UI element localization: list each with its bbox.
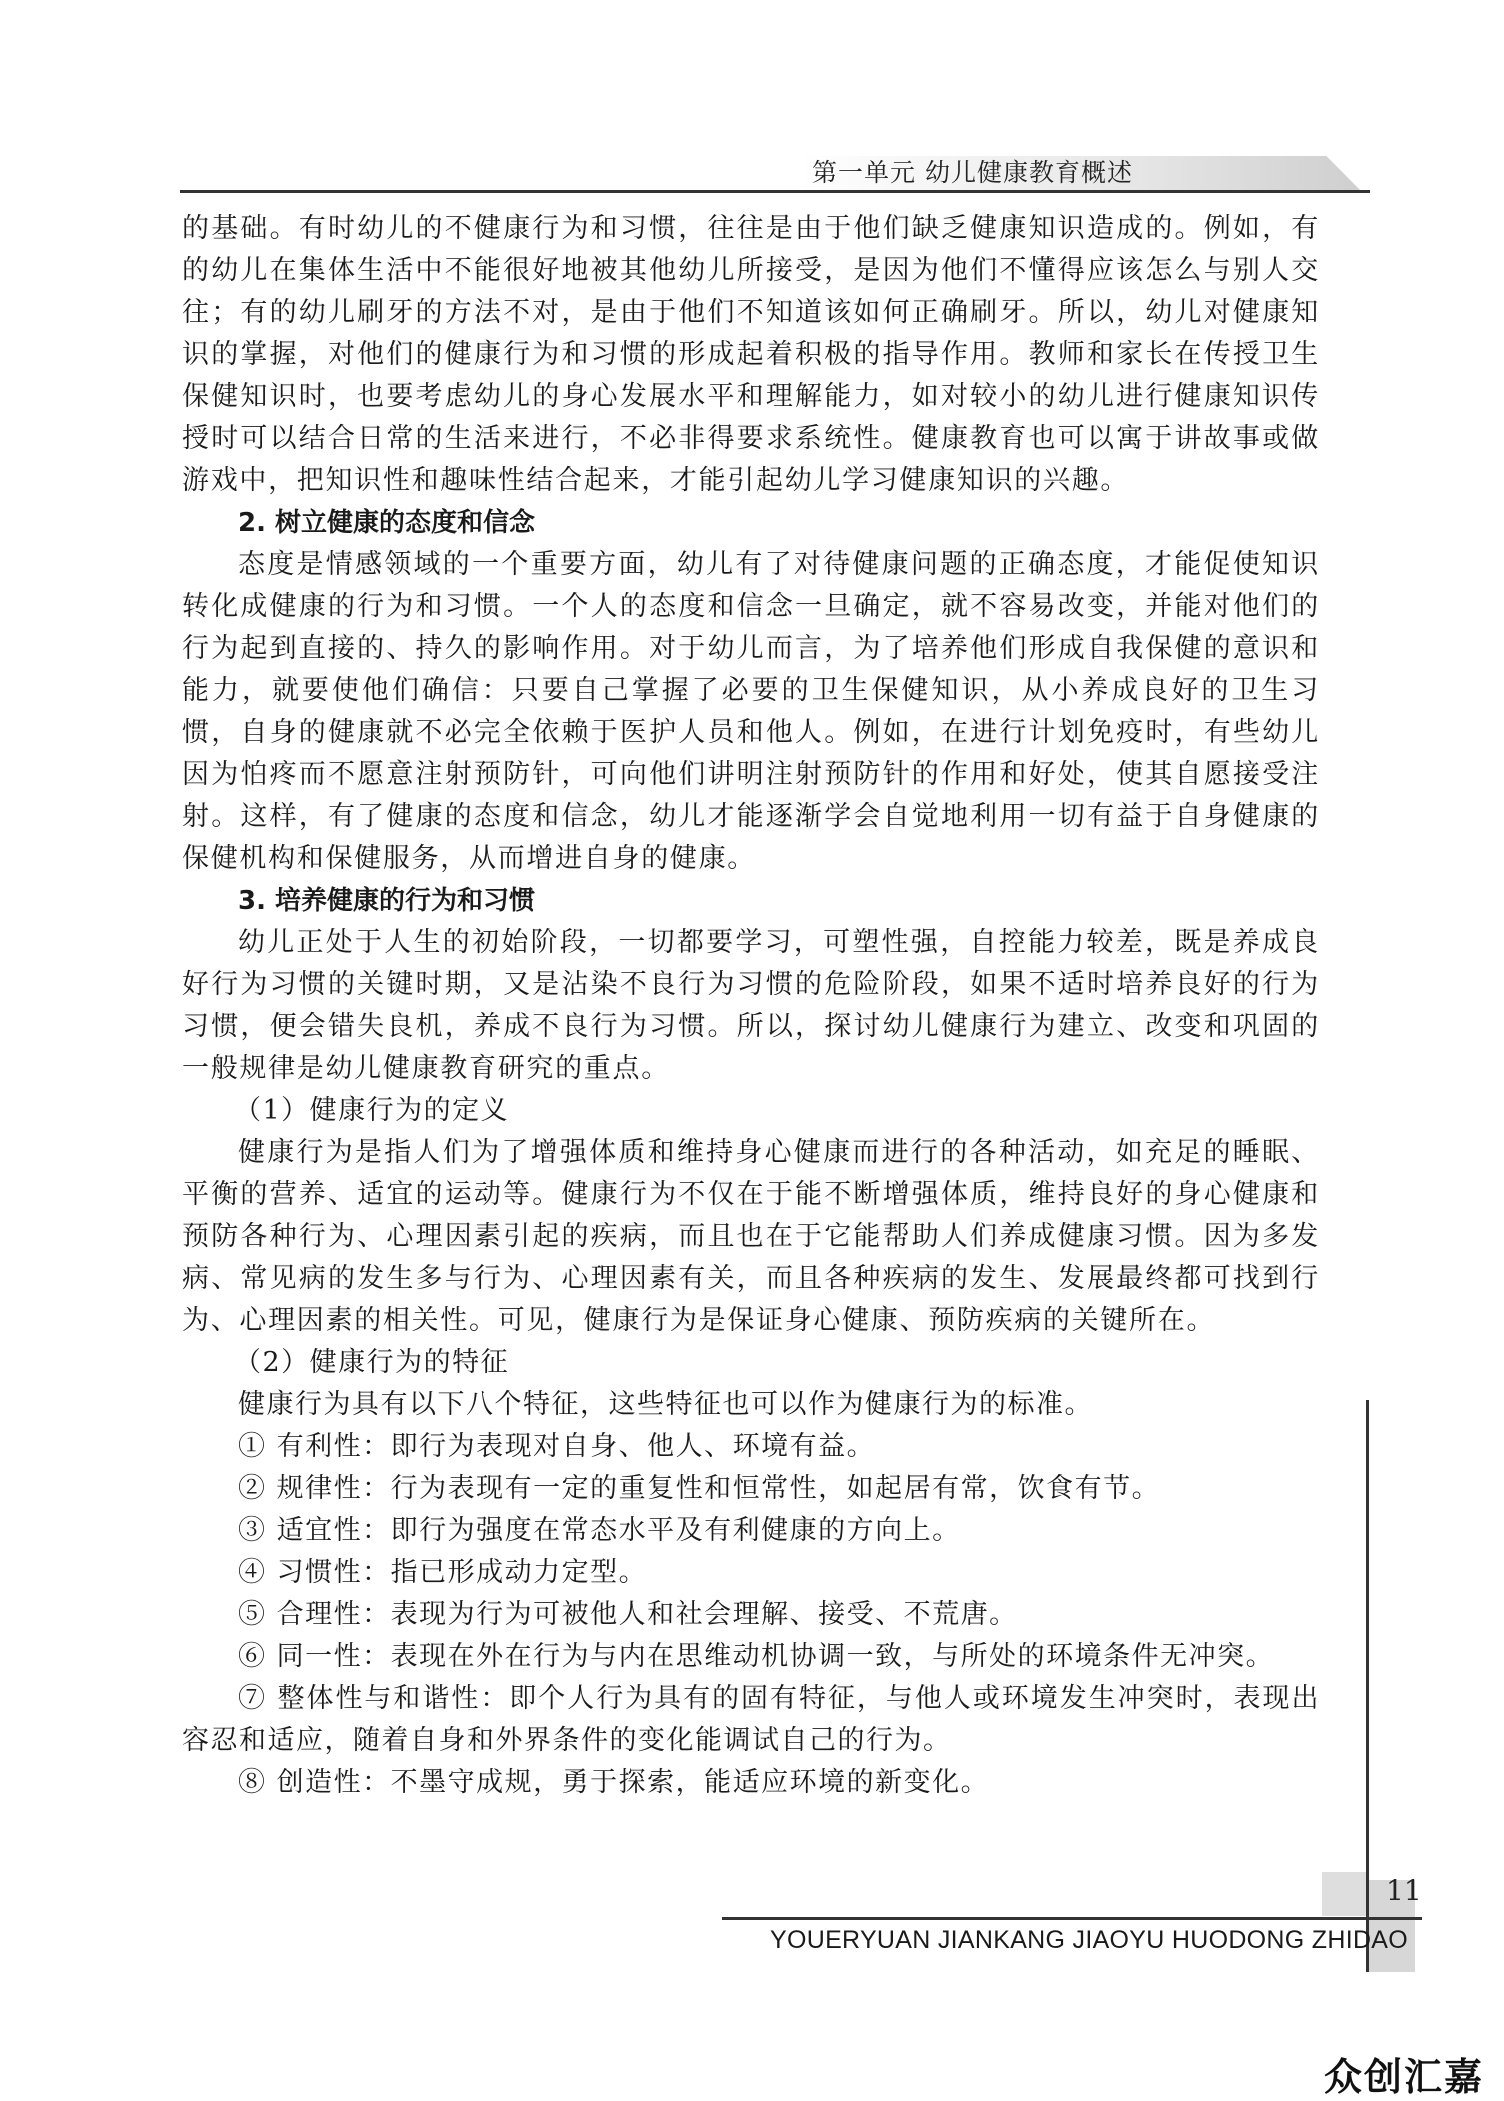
list-item: ③ 适宜性：即行为强度在常态水平及有利健康的方向上。: [238, 1515, 961, 1546]
paragraph-features-intro: 健康行为具有以下八个特征，这些特征也可以作为健康行为的标准。: [238, 1389, 1093, 1420]
footer-series-title: YOUERYUAN JIANKANG JIAOYU HUODONG ZHIDAO: [770, 1926, 1409, 1954]
list-item: ⑦ 整体性与和谐性：即个人行为具有的固有特征，与他人或环境发生冲突时，表现出容忍和适应，随着自身和外界条件的变化能调试自己的行为。: [182, 1683, 1320, 1756]
page-body: [182, 208, 1320, 1804]
footer-rule: [722, 1917, 1422, 1920]
subheading-features: （2）健康行为的特征: [234, 1347, 510, 1378]
section-heading-2: 2. 树立健康的态度和信念: [238, 508, 536, 538]
list-item: ④ 习惯性：指已形成动力定型。: [238, 1557, 648, 1588]
list-item: ① 有利性：即行为表现对自身、他人、环境有益。: [238, 1431, 876, 1462]
list-item: ⑤ 合理性：表现为行为可被他人和社会理解、接受、不荒唐。: [238, 1599, 1018, 1630]
page-number-box: [1322, 1872, 1366, 1916]
list-item: ② 规律性：行为表现有一定的重复性和恒常性，如起居有常，饮食有节。: [238, 1473, 1161, 1504]
list-item: ⑧ 创造性：不墨守成规，勇于探索，能适应环境的新变化。: [238, 1767, 990, 1798]
header-rule: [180, 190, 1370, 193]
paragraph-behavior: 幼儿正处于人生的初始阶段，一切都要学习，可塑性强，自控能力较差，既是养成良好行为习惯的关键时期，又是沾染不良行为习惯的危险阶段，如果不适时培养良好的行为习惯，便会错失良机，养成不良行为习惯。所以，探讨幼儿健康行为建立、改变和巩固的一般规律是幼儿健康教育研究的重点。: [182, 927, 1320, 1084]
subheading-definition: （1）健康行为的定义: [234, 1095, 510, 1126]
list-item: ⑥ 同一性：表现在外在行为与内在思维动机协调一致，与所处的环境条件无冲突。: [238, 1641, 1275, 1672]
watermark-logo: 众创汇嘉: [1324, 2055, 1485, 2099]
running-header-title: 第一单元 幼儿健康教育概述: [812, 158, 1133, 187]
paragraph-attitude: 态度是情感领域的一个重要方面，幼儿有了对待健康问题的正确态度，才能促使知识转化成健康的行为和习惯。一个人的态度和信念一旦确定，就不容易改变，并能对他们的行为起到直接的、持久的影响作用。对于幼儿而言，为了培养他们形成自我保健的意识和能力，就要使他们确信：只要自己掌握了必要的卫生保健知识，从小养成良好的卫生习惯，自身的健康就不必完全依赖于医护人员和他人。例如，在进行计划免疫时，有些幼儿因为怕疼而不愿意注射预防针，可向他们讲明注射预防针的作用和好处，使其自愿接受注射。这样，有了健康的态度和信念，幼儿才能逐渐学会自觉地利用一切有益于自身健康的保健机构和保健服务，从而增进自身的健康。: [182, 549, 1320, 874]
paragraph-continuation: 的基础。有时幼儿的不健康行为和习惯，往往是由于他们缺乏健康知识造成的。例如，有的幼儿在集体生活中不能很好地被其他幼儿所接受，是因为他们不懂得应该怎么与别人交往；有的幼儿刷牙的方法不对，是由于他们不知道该如何正确刷牙。所以，幼儿对健康知识的掌握，对他们的健康行为和习惯的形成起着积极的指导作用。教师和家长在传授卫生保健知识时，也要考虑幼儿的身心发展水平和理解能力，如对较小的幼儿进行健康知识传授时可以结合日常的生活来进行，不必非得要求系统性。健康教育也可以寓于讲故事或做游戏中，把知识性和趣味性结合起来，才能引起幼儿学习健康知识的兴趣。: [182, 213, 1320, 496]
page-number: 11: [1386, 1874, 1422, 1907]
paragraph-definition: 健康行为是指人们为了增强体质和维持身心健康而进行的各种活动，如充足的睡眠、平衡的营养、适宜的运动等。健康行为不仅在于能不断增强体质，维持良好的身心健康和预防各种行为、心理因素引起的疾病，而且也在于它能帮助人们养成健康习惯。因为多发病、常见病的发生多与行为、心理因素有关，而且各种疾病的发生、发展最终都可找到行为、心理因素的相关性。可见，健康行为是保证身心健康、预防疾病的关键所在。: [182, 1137, 1320, 1336]
section-heading-3: 3. 培养健康的行为和习惯: [238, 886, 536, 916]
